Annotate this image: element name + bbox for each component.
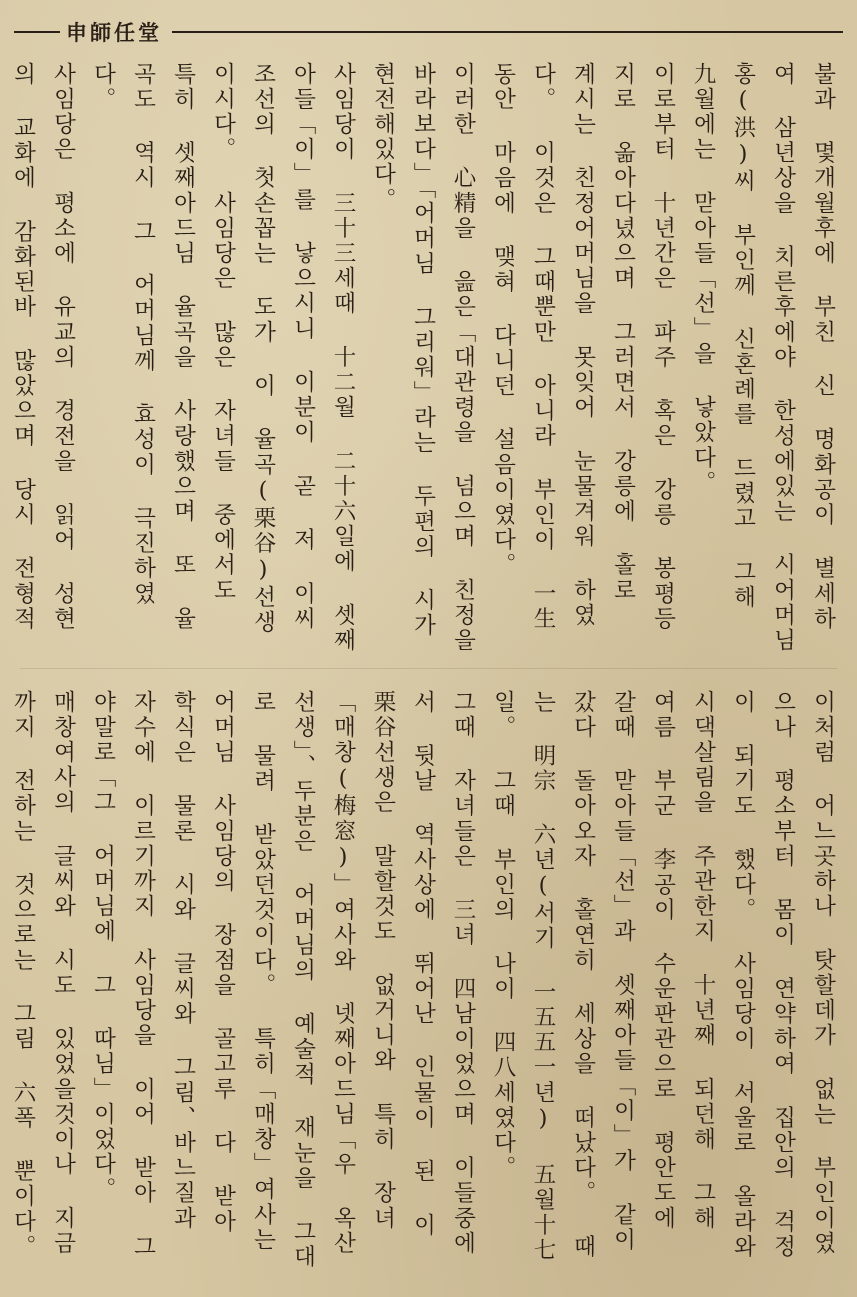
paragraph: 이로부터 十년간은 파주 혹은 강릉 봉평등지로 옮아다녔으며 그러면서 강릉에 홀로 계시는 친정어머님을 못잊어 눈물겨워 하였다。 이것은 그때뿐만 아니라 부인이 一生동안 마음에 맺혀 다니던 설음이였다。 — [490, 62, 676, 632]
header-dash — [14, 31, 60, 33]
upper-text-block — [10, 62, 843, 654]
paragraph: 이처럼 어느곳하나 탓할데가 없는 부인이였으나 평소부터 몸이 연약하여 집안의 걱정이 되기도 했다。 사임당이 서울로 올라와 시댁살림을 주관한지 十년째 되던해 그해 여름 부군 李공이 수운판관으로 평안도에 갈때 맏아들「선」과 셋째아들「이」가 같이 갔다 돌아오자 홀연히 세상을 떠났다。 때는 明宗 六년(서기 一五五一년) 五월十七일。 그때 부인의 나이 四八세였다。 — [490, 690, 836, 1264]
paragraph: 매창여사의 글씨와 시도 있었을것이나 지금까지 전하는 것으로는 그림 六폭 뿐이다。 — [10, 690, 76, 1260]
running-header — [14, 12, 843, 52]
paragraph: 이러한 心精을 읊은「대관령을 넘으며 친정을 바라보다」「어머님 그리워」라는 두편의 시가 현전해있다。 — [370, 62, 476, 654]
header-rule — [172, 31, 843, 33]
paragraph: 사임당이 三十三세때 十二월 二十六일에 셋째 아들「이」를 낳으시니 이분이 곧 저 이씨조선의 첫손꼽는 도가 이 율곡(栗谷)선생이시다。 사임당은 많은 자녀들 중에서도 특히 셋째아드님 율곡을 사랑했으며 또 율곡도 역시 그 어머님께 효성이 극진하였다。 — [90, 62, 356, 654]
header-title: 申師任堂 — [66, 20, 162, 45]
paragraph — [0, 690, 3, 1278]
lower-text-block — [10, 690, 843, 1278]
paragraph: 불과 몇개월후에 부친 신 명화공이 별세하여 삼년상을 치른후에야 한성에있는 시어머님 홍(洪)씨 부인께 신혼례를 드렸고 그해 九월에는 맏아들「선」을 낳았다。 — [690, 62, 836, 654]
paragraph: 사임당은 평소에 유교의 경전을 읽어 성현의 교화에 감화된바 많았으며 당시 전형적 — [10, 62, 76, 632]
block-divider — [20, 668, 837, 669]
paragraph: 그때 자녀들은 三녀 四남이었으며 이들중에서 뒷날 역사상에 뛰어난 인물이 된 이 栗谷선생은 말할것도 없거니와 특히 장녀「매창(梅窓)」여사와 넷째아드님「우 옥산선생」、두분은 어머님의 예술적 재눈을 그대로 물려 받았던것이다。 특히「매창」여사는 어머님 사임당의 장점을 골고루 다 받아 학식은 물론 시와 글씨와 그림、바느질과 자수에 이르기까지 사임당을 이어 받아 그야말로「그 어머님에 그 따님」이었다。 — [90, 690, 476, 1271]
